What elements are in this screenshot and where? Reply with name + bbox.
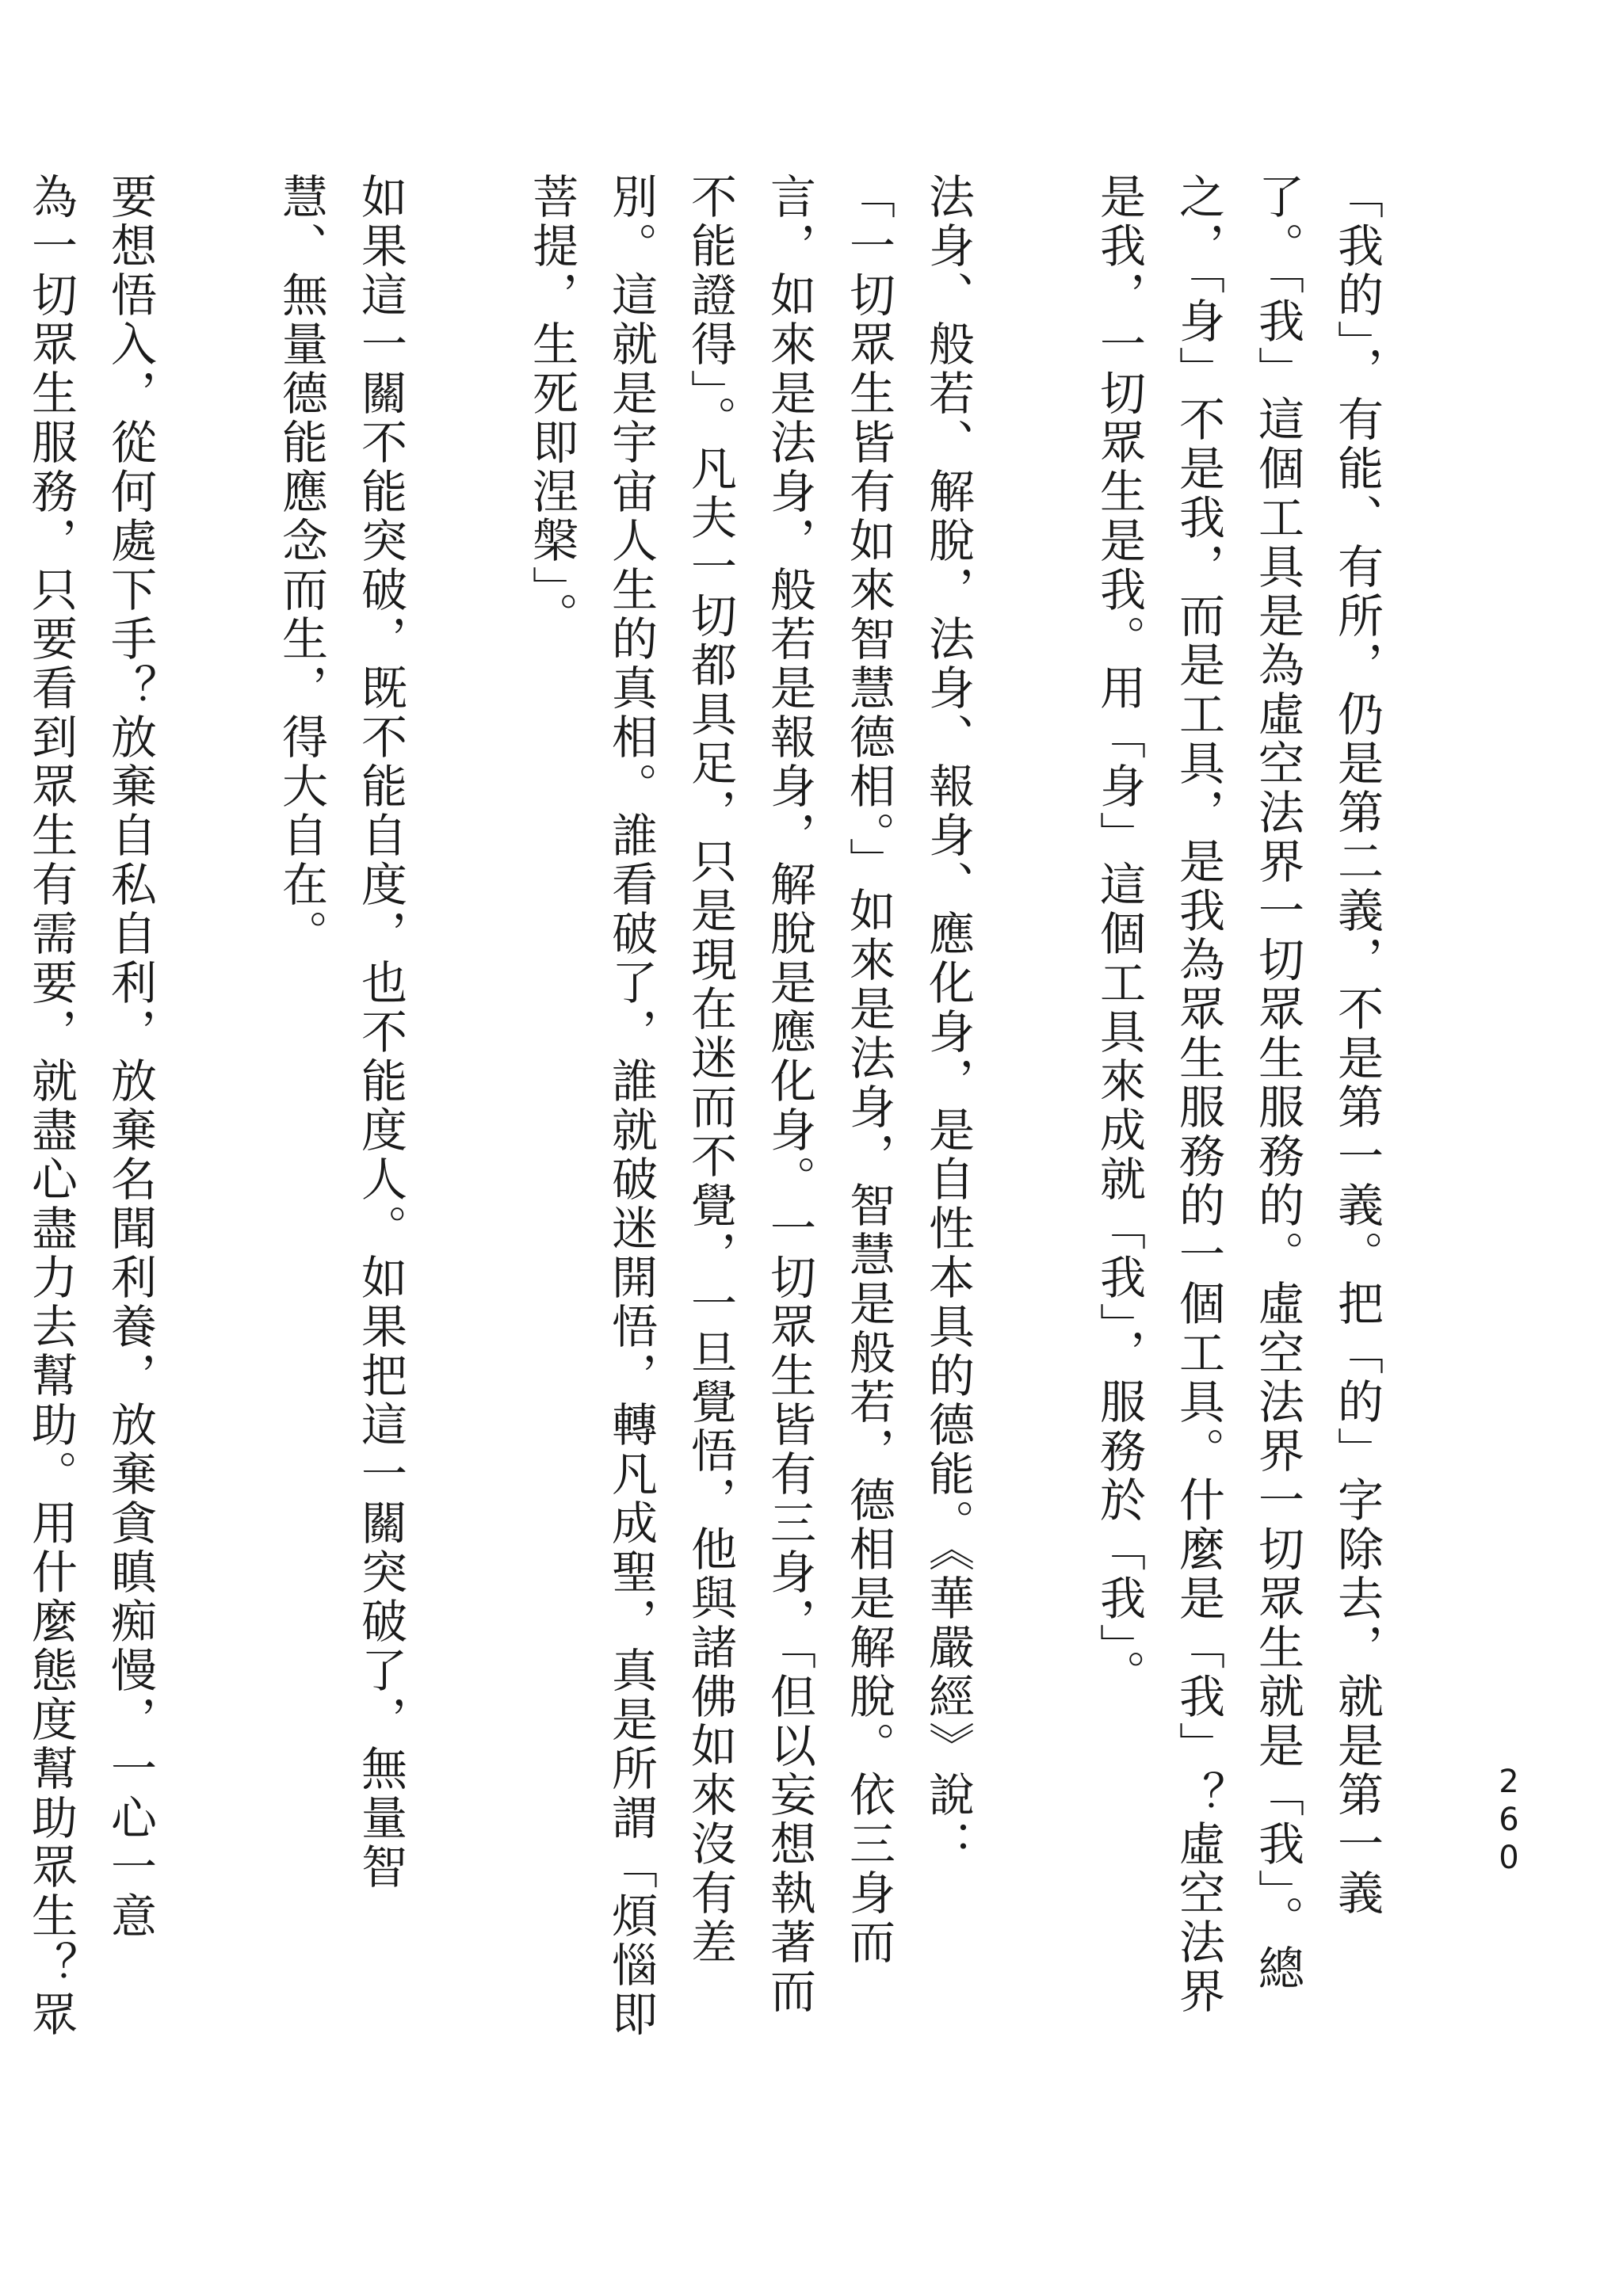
text-column — [0, 173, 11, 2169]
text-column: 慧、無量德能應念而生，得大自在。 — [274, 173, 328, 959]
text-column: 了。「我」這個工具是為虛空法界一切眾生服務的。虛空法界一切眾生就是「我」。總 — [1251, 173, 1304, 1993]
page-number: 260 — [1491, 1764, 1527, 1878]
text-column: 是我，一切眾生是我。用「身」這個工具來成就「我」，服務於「我」。 — [1092, 173, 1146, 1699]
text-column: 法身、般若、解脫，法身、報身、應化身，是自性本具的德能。《華嚴經》說： — [921, 173, 975, 1869]
text-column: 言，如來是法身，般若是報身，解脫是應化身。一切眾生皆有三身，「但以妄想執著而 — [762, 173, 816, 2016]
text-column: 「一切眾生皆有如來智慧德相。」如來是法身，智慧是般若，德相是解脫。依三身而 — [842, 173, 896, 1967]
text-column: 「我的」，有能、有所，仍是第二義，不是第一義。把「的」字除去，就是第一義 — [1330, 173, 1384, 1918]
body-text — [0, 173, 1488, 2169]
text-column: 別。這就是宇宙人生的真相。誰看破了，誰就破迷開悟，轉凡成聖，真是所謂「煩惱即 — [604, 173, 658, 2039]
text-column: 不能證得」。凡夫一切都具足，只是現在迷而不覺，一旦覺悟，他與諸佛如來沒有差 — [683, 173, 737, 1967]
text-column: 菩提，生死即涅槃」。 — [525, 173, 579, 641]
text-column: 如果這一關不能突破，既不能自度，也不能度人。如果把這一關突破了，無量智 — [353, 173, 407, 1892]
text-column: 為一切眾生服務，只要看到眾生有需要，就盡心盡力去幫助。用什麼態度幫助眾生？眾 — [24, 173, 78, 2039]
text-column: 之，「身」不是我，而是工具，是我為眾生服務的一個工具。什麼是「我」？虛空法界 — [1171, 173, 1225, 2016]
text-column: 要想悟入，從何處下手？放棄自私自利，放棄名聞利養，放棄貪瞋痴慢，一心一意 — [103, 173, 157, 1941]
